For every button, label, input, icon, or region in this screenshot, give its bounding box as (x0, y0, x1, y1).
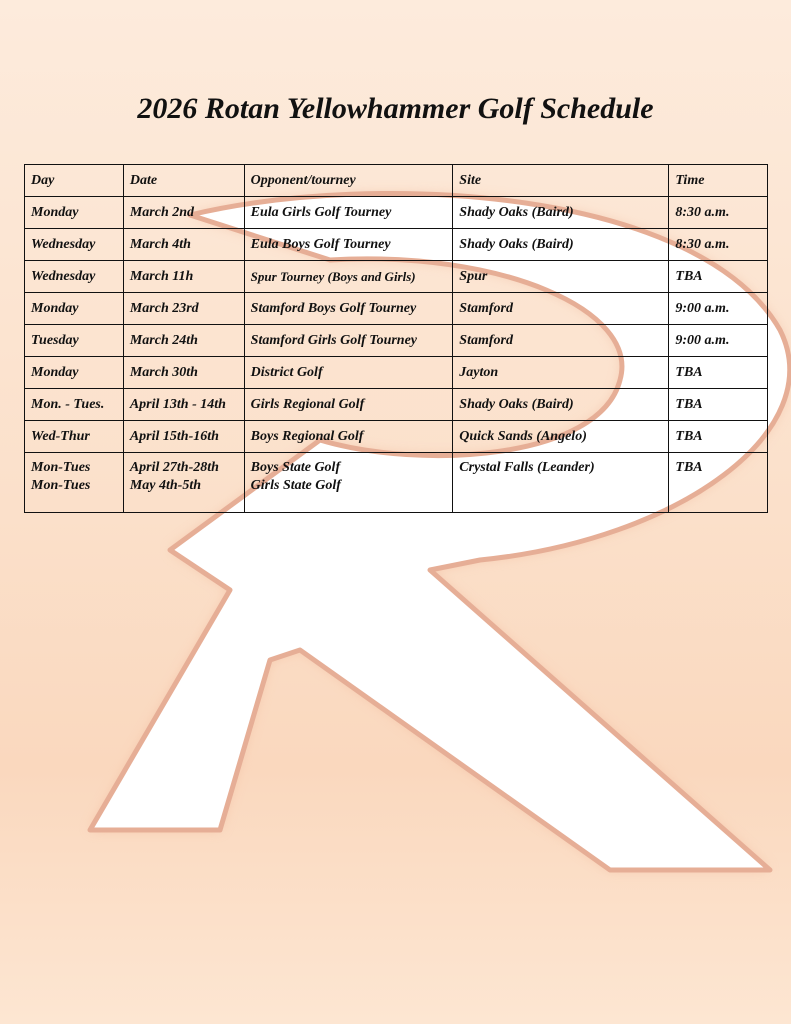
cell-date: March 2nd (123, 197, 244, 229)
table-row (25, 293, 768, 325)
header-opponent: Opponent/tourney (244, 165, 453, 197)
cell-date-line-1: April 27th-28th (129, 460, 219, 475)
cell-time: TBA (669, 261, 768, 293)
table-row (25, 389, 768, 421)
cell-opponent-line-2: Girls State Golf (250, 478, 341, 493)
cell-date: April 13th - 14th (123, 389, 244, 421)
table-header-row (25, 165, 768, 197)
table-row (25, 357, 768, 389)
cell-day: Mon. - Tues. (25, 389, 124, 421)
table-row (25, 325, 768, 357)
cell-date: March 30th (123, 357, 244, 389)
cell-opponent: Boys Regional Golf (244, 421, 453, 453)
cell-opponent: Girls Regional Golf (244, 389, 453, 421)
table-row-state (25, 453, 768, 513)
table-row (25, 261, 768, 293)
cell-time: 9:00 a.m. (669, 325, 768, 357)
cell-opponent: District Golf (244, 357, 453, 389)
cell-date: March 23rd (123, 293, 244, 325)
cell-site: Shady Oaks (Baird) (453, 229, 669, 261)
cell-opponent-line-1: Boys State Golf (250, 460, 341, 475)
cell-time: 8:30 a.m. (669, 229, 768, 261)
cell-day (25, 453, 124, 513)
cell-day: Monday (25, 357, 124, 389)
cell-date (123, 453, 244, 513)
cell-time: TBA (669, 389, 768, 421)
cell-time: TBA (669, 453, 768, 513)
header-date: Date (123, 165, 244, 197)
cell-date-line-2: May 4th-5th (129, 478, 202, 493)
header-time: Time (669, 165, 768, 197)
cell-opponent: Eula Girls Golf Tourney (244, 197, 453, 229)
cell-date: March 4th (123, 229, 244, 261)
cell-time: 9:00 a.m. (669, 293, 768, 325)
cell-date: March 11h (123, 261, 244, 293)
cell-opponent: Eula Boys Golf Tourney (244, 229, 453, 261)
header-day: Day (25, 165, 124, 197)
cell-opponent: Spur Tourney (Boys and Girls) (244, 261, 453, 293)
cell-time: TBA (669, 357, 768, 389)
cell-date: April 15th-16th (123, 421, 244, 453)
cell-site: Jayton (453, 357, 669, 389)
cell-day: Wed-Thur (25, 421, 124, 453)
table-row (25, 197, 768, 229)
cell-day: Wednesday (25, 229, 124, 261)
cell-time: TBA (669, 421, 768, 453)
cell-site: Spur (453, 261, 669, 293)
cell-site: Quick Sands (Angelo) (453, 421, 669, 453)
cell-site: Shady Oaks (Baird) (453, 389, 669, 421)
cell-day: Monday (25, 293, 124, 325)
header-site: Site (453, 165, 669, 197)
cell-opponent: Stamford Boys Golf Tourney (244, 293, 453, 325)
cell-site: Shady Oaks (Baird) (453, 197, 669, 229)
schedule-table (24, 164, 768, 513)
cell-site: Crystal Falls (Leander) (453, 453, 669, 513)
table-row (25, 421, 768, 453)
cell-opponent: Stamford Girls Golf Tourney (244, 325, 453, 357)
cell-day: Tuesday (25, 325, 124, 357)
cell-day: Monday (25, 197, 124, 229)
cell-day-line-2: Mon-Tues (31, 478, 91, 493)
page-title: 2026 Rotan Yellowhammer Golf Schedule (137, 92, 654, 125)
cell-site: Stamford (453, 293, 669, 325)
cell-site: Stamford (453, 325, 669, 357)
cell-day-line-1: Mon-Tues (31, 460, 91, 475)
cell-time: 8:30 a.m. (669, 197, 768, 229)
table-row (25, 229, 768, 261)
cell-opponent (244, 453, 453, 513)
cell-day: Wednesday (25, 261, 124, 293)
cell-date: March 24th (123, 325, 244, 357)
